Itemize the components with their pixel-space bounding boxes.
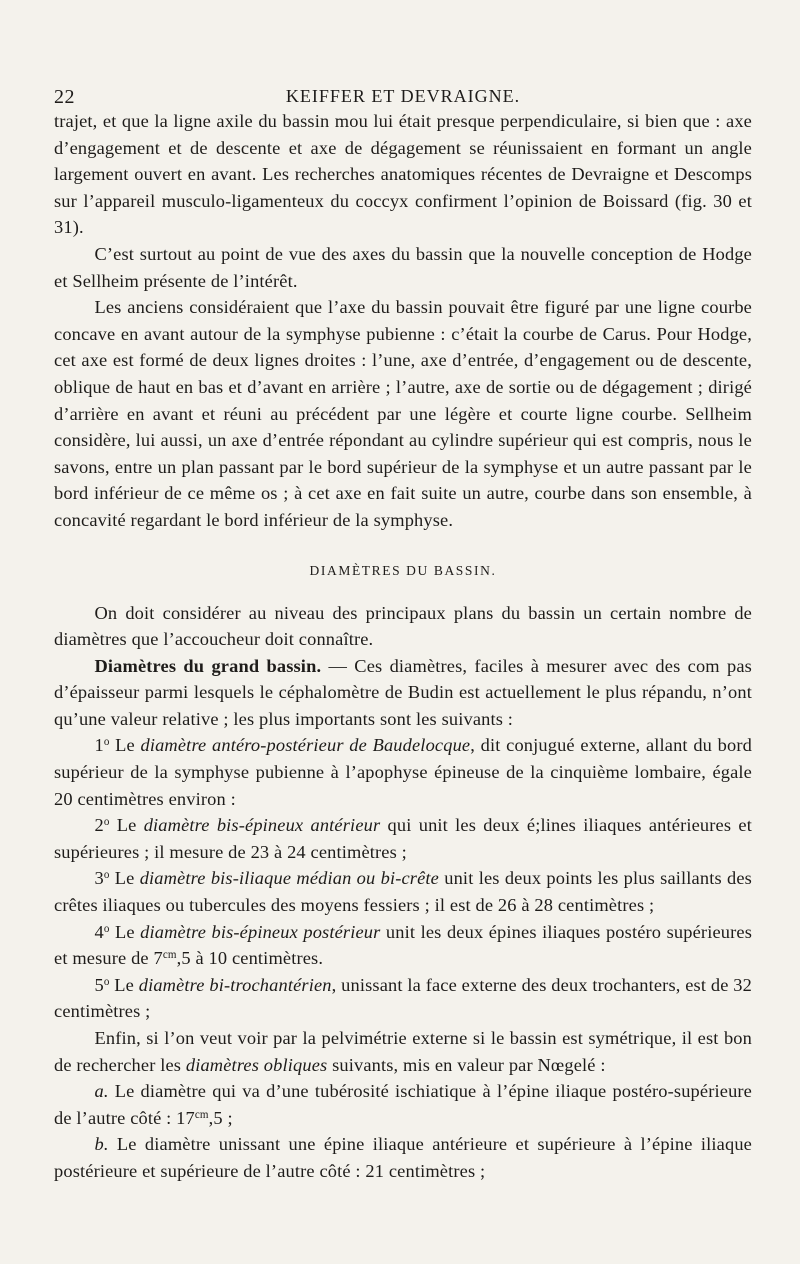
list-item-2-text: qui unit les deux é;lines iliaques antérieures et supérieures ; il mesure de 23 à 24 centimètres ; <box>54 815 752 862</box>
list-item-b <box>54 1131 752 1184</box>
paragraph-6-term: diamètres obliques <box>185 1054 328 1075</box>
list-item-5 <box>54 972 752 1025</box>
list-item-2-term: diamètre bis-épineux antérieur <box>143 815 381 836</box>
list-item-2-prefix: Le <box>109 815 144 836</box>
body-text <box>54 108 752 1185</box>
list-item-4-term: diamètre bis-épineux postérieur <box>140 921 381 942</box>
list-item-2-number: 2 <box>94 815 104 836</box>
list-item-1-number: 1 <box>94 735 104 756</box>
paragraph-1: trajet, et que la ligne axile du bassin mou lui était presque perpendiculaire, si bien que : axe d’engagement et de descente et axe de dégagement se réunissaient en formant un angle largement ouvert en avant. Les recherches anatomiques récentes de Devraigne et Descomps sur l’appareil musculo-ligamenteux du coccyx confirment l’opinion de Boissard (fig. 30 et 31). <box>54 111 752 238</box>
list-item-a-letter: a. <box>94 1081 109 1102</box>
list-item-1-prefix: Le <box>109 735 141 756</box>
list-item-4-prefix: Le <box>109 921 141 942</box>
paragraph-5 <box>54 653 752 733</box>
list-item-2-ordinal: o <box>103 816 110 829</box>
list-item-1 <box>54 732 752 812</box>
paragraph-5-text: — Ces diamètres, faciles à mesurer avec des com pas d’épaisseur parmi lesquels le céphalomètre de Budin est actuellement le plus répandu, n’ont qu’une valeur relative ; les plus importants sont les suivants : <box>54 655 752 729</box>
list-item-3-number: 3 <box>94 868 104 889</box>
list-item-a-text: Le diamètre qui va d’une tubérosité ischiatique à l’épine iliaque postéro-supérieure de l’autre côté : 17 <box>54 1081 752 1128</box>
page-number: 22 <box>54 86 75 108</box>
list-item-1-text: , dit conjugué externe, allant du bord supérieur de la symphyse pubienne à l’apophyse épineuse de la cinquième lombaire, égale 20 centimètres environ : <box>54 735 752 809</box>
list-item-a-text-end: ,5 ; <box>208 1107 233 1128</box>
list-item-4-number: 4 <box>94 921 104 942</box>
list-item-1-ordinal: o <box>103 736 110 749</box>
list-item-4-text-end: ,5 à 10 centimètres. <box>176 948 324 969</box>
list-item-2 <box>54 812 752 865</box>
list-item-b-text: Le diamètre unissant une épine iliaque antérieure et supérieure à l’épine iliaque postérieure et supérieure de l’autre côté : 21 centimètres ; <box>54 1134 752 1181</box>
running-head: KEIFFER ET DEVRAIGNE. <box>285 86 521 106</box>
list-item-5-term: diamètre bi-trochantérien <box>138 974 332 995</box>
page-header <box>54 0 752 108</box>
list-item-3-ordinal: o <box>103 869 110 882</box>
list-item-1-term: diamètre antéro-postérieur de Baudelocque <box>140 735 471 756</box>
list-item-5-prefix: Le <box>109 974 139 995</box>
list-item-5-number: 5 <box>94 974 104 995</box>
list-item-b-letter: b. <box>94 1134 109 1155</box>
paragraph-3: Les anciens considéraient que l’axe du bassin pouvait être figuré par une ligne courbe concave en avant autour de la symphyse pubienne : c’était la courbe de Carus. Pour Hodge, cet axe est formé de deux lignes droites : l’une, axe d’entrée, d’engagement ou de descente, oblique de haut en bas et d’avant en arrière ; l’autre, axe de sortie ou de dégagement ; dirigé d’arrière en avant et réuni au précédent par une légère et courte ligne courbe. Sellheim considère, lui aussi, un axe d’entrée répondant au cylindre supérieur qui est compris, nous le savons, entre un plan passant par le bord supérieur de la symphyse et un autre passant par le bord inférieur de ce même os ; à cet axe en fait suite un autre, courbe dans son ensemble, à concavité regardant le bord inférieur de la symphyse. <box>54 297 752 530</box>
paragraph-5-heading: Diamètres du grand bassin. <box>94 655 322 676</box>
paragraph-6 <box>54 1025 752 1078</box>
list-item-3-term: diamètre bis-iliaque médian ou bi-crête <box>139 868 439 889</box>
list-item-4-ordinal: o <box>103 922 110 935</box>
list-item-5-text: , unissant la face externe des deux trochanters, est de 32 centimètres ; <box>54 974 752 1022</box>
section-heading: DIAMÈTRES DU BASSIN. <box>309 562 497 578</box>
list-item-5-ordinal: o <box>103 975 110 988</box>
list-item-a <box>54 1078 752 1131</box>
paragraph-6-text: Enfin, si l’on veut voir par la pelvimétrie externe si le bassin est symétrique, il est bon de rechercher les <box>54 1028 752 1075</box>
list-item-a-unit: cm <box>194 1108 209 1121</box>
paragraph-6-text-end: suivants, mis en valeur par Nœgelé : <box>327 1054 606 1075</box>
paragraph-2: C’est surtout au point de vue des axes du bassin que la nouvelle conception de Hodge et Sellheim présente de l’intérêt. <box>54 243 752 291</box>
list-item-4-text: unit les deux épines iliaques postéro supérieures et mesure de 7 <box>54 921 752 969</box>
list-item-4 <box>54 919 752 972</box>
list-item-3-prefix: Le <box>109 868 140 889</box>
list-item-3-text: unit les deux points les plus saillants des crêtes iliaques ou tubercules des moyens fessiers ; il est de 26 à 28 centimètres ; <box>54 868 752 916</box>
list-item-3 <box>54 865 752 918</box>
paragraph-4: On doit considérer au niveau des principaux plans du bassin un certain nombre de diamètres que l’accoucheur doit connaître. <box>54 602 752 650</box>
list-item-4-unit: cm <box>162 949 177 962</box>
